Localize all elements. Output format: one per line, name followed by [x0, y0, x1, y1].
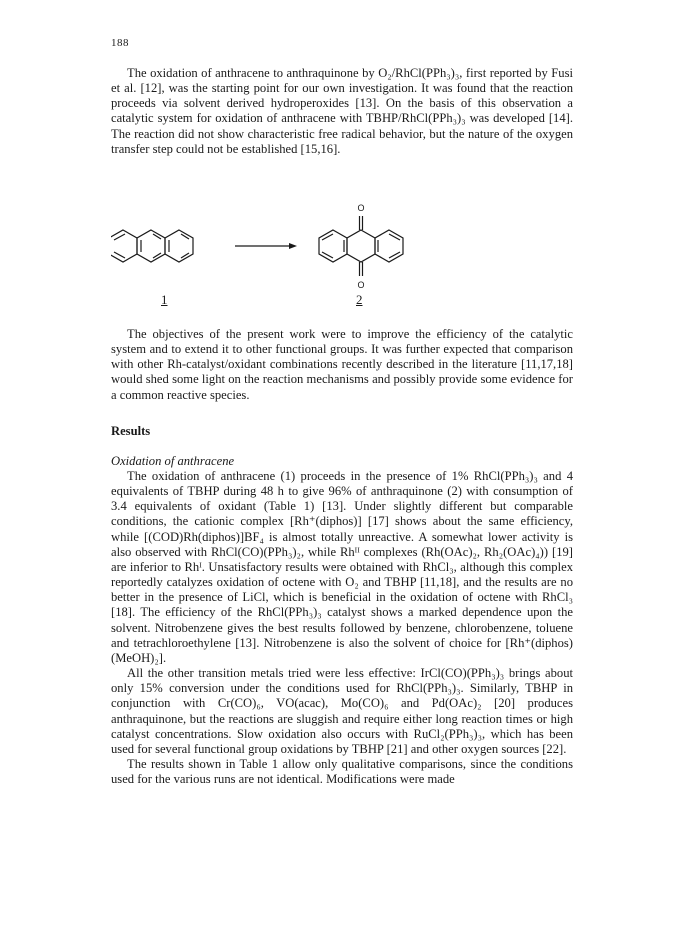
paragraph-intro: The oxidation of anthracene to anthraquinone by O₂/RhCl(PPh₃)₃, first reported by Fusi et al. [12], was the starting point for our own investigation. It was found that the reaction proceeds via solvent derived hydroperoxides [13]. On the basis of this observation a catalytic system for oxidation of anthracene with TBHP/RhCl(PPh₃)₃ was developed [14]. The reaction did not show characteristic free radical behavior, but the nature of the oxygen transfer step could not be established [15,16]. — [111, 66, 573, 156]
paragraph-results-1: The oxidation of anthracene (1) proceeds in the presence of 1% RhCl(PPh₃)₃ and 4 equivalents of TBHP during 48 h to give 96% of anthraquinone (2) with consumption of 3.4 equivalents of oxidant (Table 1) [13]. Under slightly different but comparable conditions, the cationic complex [Rh⁺(diphos)] [17] shows about the same efficiency, while [(COD)Rh(diphos)]BF₄ is almost totally unreactive. A somewhat lower activity is also observed with RhCl(CO)(PPh₃)₂, while Rhᴵᴵ complexes (Rh(OAc)₂, Rh₂(OAc)₄)) [19] are inferior to Rhᴵ. Unsatisfactory results were obtained with RhCl₃, although this complex reportedly catalyzes oxidation of octene with O₂ and TBHP [11,18], and the results are no better in the presence of LiCl, which is beneficial in the oxidation of octene with RhCl₃ [18]. The efficiency of the RhCl(PPh₃)₃ catalyst shows a marked dependence upon the solvent. Nitrobenzene gives the best results followed by benzene, chlorobenzene, toluene and tetrachloroethylene [13]. Nitrobenzene is also the solvent of choice for [Rh⁺(diphos)(MeOH)₂]. — [111, 469, 573, 665]
results-body — [111, 454, 573, 787]
paragraph-objectives: The objectives of the present work were to improve the efficiency of the catalytic system and to extend it to other functional groups. It was further expected that comparison with other Rh-catalyst/oxidant combinations recently described in the literature [11,17,18] would shed some light on the reaction mechanisms and possibly provide some evidence for a common reactive species. — [111, 327, 573, 402]
anthraquinone-structure — [319, 216, 403, 276]
subsection-heading: Oxidation of anthracene — [111, 454, 235, 468]
oxygen-bottom: O — [357, 280, 365, 290]
intro-paragraph-block — [111, 66, 573, 157]
page-number: 188 — [111, 37, 129, 49]
results-heading-block — [111, 424, 573, 439]
objectives-paragraph-block — [111, 327, 573, 403]
anthracene-structure — [111, 230, 221, 262]
oxygen-top: O — [357, 203, 365, 213]
reaction-scheme-drawing — [111, 196, 573, 326]
paragraph-results-3: The results shown in Table 1 allow only qualitative comparisons, since the conditions used for the various runs are not identical. Modifications were made — [111, 756, 573, 787]
section-heading-results: Results — [111, 424, 151, 438]
paragraph-results-2: All the other transition metals tried were less effective: IrCl(CO)(PPh₃)₃ brings about only 15% conversion under the conditions used for RhCl(PPh₃)₃. Similarly, TBHP in conjunction with Cr(CO)₆, VO(acac), Mo(CO)₆ and Pd(OAc)₂ [20] produces anthraquinone, but the reactions are sluggish and require either long reaction times or high catalyst concentrations. Slow oxidation also occurs with RuCl₂(PPh₃)₃, which has been used for several functional group oxidations by TBHP [21] and other oxygen sources [22]. — [111, 666, 573, 756]
compound-label-2: 2 — [356, 292, 363, 307]
compound-label-1: 1 — [161, 292, 168, 307]
reaction-scheme — [111, 196, 573, 326]
